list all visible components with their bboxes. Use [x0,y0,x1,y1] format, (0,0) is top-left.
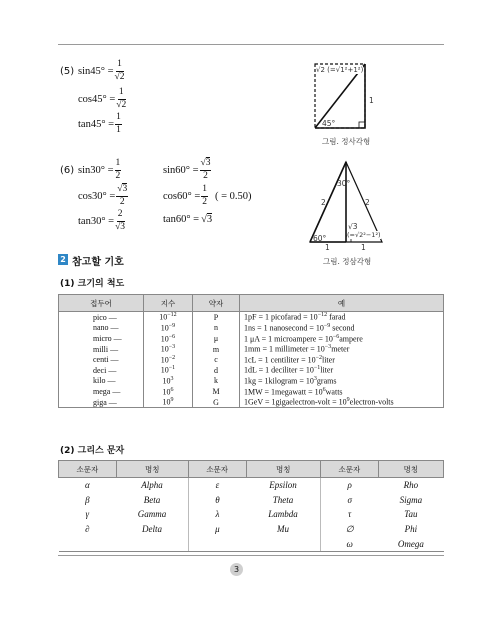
triangle-height-label: √3 [348,222,358,231]
exponent-cell: $10^{-1}$ [144,365,193,376]
sin45-fraction [115,60,125,82]
sin60-numerator: √3 [200,159,212,171]
cos30-fraction [116,185,128,207]
sin45-numerator: 1 [116,60,123,72]
tan30-denominator: √3 [115,221,126,232]
abbr-cell: G [193,397,240,408]
triangle-left-side: 2 [321,198,326,207]
cos60-numerator: 1 [201,185,208,197]
greek-letter-cell: λ [215,509,220,520]
exponent-cell: $10^6$ [144,386,193,397]
cos45-numerator: 1 [118,88,125,100]
tan60-equation [163,214,212,225]
sin45-lhs: sin45° = [78,65,114,77]
abbr-cell: M [193,386,240,397]
prefix-row [59,354,444,365]
greek-letter-cell: ω [321,536,379,551]
prefix-cell: mega — [59,386,144,397]
cos45-denominator: √2 [116,99,127,110]
greek-letter-cell [59,536,117,551]
item5-number: (5) [60,66,75,77]
tan30-equation [78,210,126,232]
greek-letter-cell: ∂ [85,524,90,535]
prefix-row [59,344,444,355]
triangle-left-bold [310,162,346,242]
item6-number: (6) [60,165,75,176]
example-cell: 1dL = 1 deciliter = $10^{-1}liter$ [240,365,444,376]
cos60-decimal: ( = 0.50) [215,190,252,202]
greek-name-cell: Alpha [116,478,188,493]
greek-row [59,493,444,508]
triangle-height-formula: (=√2²−1²) [347,231,381,239]
example-cell: 1GeV = 1gigaelectron-volt = $10^9electron$-volts [240,397,444,408]
greek-table [58,460,444,552]
bottom-rule [58,555,444,556]
prefix-cell: pico — [59,312,144,323]
abbr-cell: n [193,323,240,334]
greek-name-cell: Lambda [246,507,321,522]
greek-letter-cell: ∅ [345,523,354,534]
cos60-equation [163,185,252,207]
square-side-label: 1 [369,96,374,105]
greek-letter-cell: σ [347,494,352,505]
prefix-cell: nano — [59,323,144,334]
tan30-numerator: 2 [117,210,124,222]
prefix-row [59,333,444,344]
triangle-bottom-angle: 60° [313,234,327,243]
header-name-2: 명칭 [246,461,321,478]
example-cell: 1pF = 1 picofarad = $10^{-12}$ farad [240,312,444,323]
prefix-cell: milli — [59,344,144,355]
prefix-row [59,386,444,397]
greek-row [59,536,444,551]
greek-name-cell: Rho [403,480,419,491]
greek-name-cell: Theta [246,493,321,508]
greek-row [59,507,444,522]
cos30-lhs: cos30° = [78,190,116,202]
example-cell: 1MW = 1megawatt = $10^6watts$ [240,386,444,397]
cos60-fraction [201,185,208,207]
cos30-denominator: 2 [119,196,125,207]
exponent-cell: $10^{-2}$ [144,354,193,365]
square-hyp-label: √2 (=√1²+1²) [316,66,364,74]
prefix-row [59,365,444,376]
greek-letter-cell: ρ [347,480,352,491]
prefix-cell: micro — [59,333,144,344]
exponent-cell: $10^{-6}$ [144,333,193,344]
sin60-lhs: sin60° = [163,164,199,176]
greek-name-cell: Sigma [399,494,423,505]
sin60-fraction [200,159,212,181]
greek-name-cell: Epsilon [246,478,321,493]
greek-row [59,478,444,493]
greek-name-cell [246,536,321,551]
sin30-numerator: 1 [115,159,122,171]
header-prefix: 접두어 [59,295,144,312]
prefix-row [59,323,444,334]
greek-letter-cell: β [85,494,90,505]
example-cell: 1kg = 1kilogram = $10^3grams$ [240,376,444,387]
example-cell: 1ns = 1 nanosecond = $10^{-9}$ second [240,323,444,334]
abbr-cell: k [193,376,240,387]
greek-letter-cell: θ [215,494,220,505]
greek-row [59,522,444,537]
header-name-3: 명칭 [378,461,443,478]
sin30-equation [78,159,122,181]
abbr-cell: c [193,354,240,365]
prefix-cell: giga — [59,397,144,408]
header-abbr: 약자 [193,295,240,312]
cos30-equation [78,185,129,207]
subsection-greek-title: (2) 그리스 문자 [60,446,125,456]
prefix-row [59,397,444,408]
greek-name-cell [116,536,188,551]
exponent-cell: $10^{-12}$ [144,312,193,323]
tan45-fraction [115,113,122,135]
exponent-cell: $10^{-3}$ [144,344,193,355]
greek-letter-cell: ε [215,480,220,491]
abbr-cell: d [193,365,240,376]
tan45-lhs: tan45° = [78,118,115,130]
abbr-cell: μ [193,333,240,344]
example-cell: 1cL = 1 centiliter = $10^{-2}liter$ [240,354,444,365]
greek-name-cell: Phi [404,524,418,535]
prefix-row [59,376,444,387]
cos60-denominator: 2 [202,196,207,207]
greek-name-cell: Mu [246,522,321,537]
sin30-lhs: sin30° = [78,164,114,176]
sin45-equation [78,60,125,82]
example-cell: 1mm = 1 millimeter = $10^{-3}meter$ [240,344,444,355]
prefix-table [58,294,444,408]
tan60-lhs: tan60° = [163,214,200,225]
tan60-value: √3 [201,214,213,225]
prefix-cell: deci — [59,365,144,376]
prefix-table-header [59,295,444,312]
abbr-cell: P [193,312,240,323]
greek-name-cell: Delta [116,522,188,537]
header-lower-3: 소문자 [321,461,379,478]
triangle-caption: 그림. 정삼각형 [323,257,372,266]
abbr-cell: m [193,344,240,355]
tan30-fraction [115,210,125,232]
prefix-cell: centi — [59,354,144,365]
header-example: 예 [240,295,444,312]
section-title: 참고할 기호 [72,257,124,268]
sin45-denominator: √2 [114,71,125,82]
exponent-cell: $10^9$ [144,397,193,408]
triangle-base-left: 1 [325,243,330,252]
sin60-denominator: 2 [203,170,208,181]
greek-letter-cell: μ [215,524,220,535]
header-lower-2: 소문자 [188,461,246,478]
cos45-equation [78,88,127,110]
triangle-top-angle: 30° [337,179,351,188]
page-number: 3 [230,563,243,576]
greek-name-cell: Gamma [116,507,188,522]
greek-table-header [59,461,444,478]
cos45-lhs: cos45° = [78,93,116,105]
greek-letter-cell: α [84,480,90,491]
exponent-cell: $10^3$ [144,376,193,387]
greek-letter-cell: γ [85,509,90,520]
sin60-equation [163,159,212,181]
cos30-numerator: √3 [116,185,128,197]
square-right-angle [359,122,365,128]
greek-name-cell: Omega [378,536,443,551]
example-cell: 1 μA = 1 microampere = $10^{-6}ampere$ [240,333,444,344]
header-name-1: 명칭 [116,461,188,478]
subsection-scale-title: (1) 크기의 척도 [60,279,125,289]
square-angle-label: 45° [322,119,336,128]
top-rule [58,44,444,45]
sin30-fraction [115,159,122,181]
square-caption: 그림. 정사각형 [322,137,371,146]
exponent-cell: $10^{-9}$ [144,323,193,334]
triangle-base-right: 1 [361,243,366,252]
greek-name-cell: Tau [404,509,418,520]
greek-name-cell: Beta [116,493,188,508]
prefix-cell: kilo — [59,376,144,387]
cos45-fraction [116,88,126,110]
tan45-numerator: 1 [115,113,122,125]
sin30-denominator: 2 [115,170,121,181]
tan45-equation [78,113,123,135]
greek-letter-cell: τ [348,509,352,520]
greek-letter-cell [188,536,246,551]
section-number-badge: 2 [58,254,68,265]
header-exponent: 지수 [144,295,193,312]
prefix-row [59,312,444,323]
triangle-right-side: 2 [365,198,370,207]
tan45-denominator: 1 [116,124,121,135]
header-lower-1: 소문자 [59,461,117,478]
tan30-lhs: tan30° = [78,215,115,227]
cos60-lhs: cos60° = [163,190,201,202]
